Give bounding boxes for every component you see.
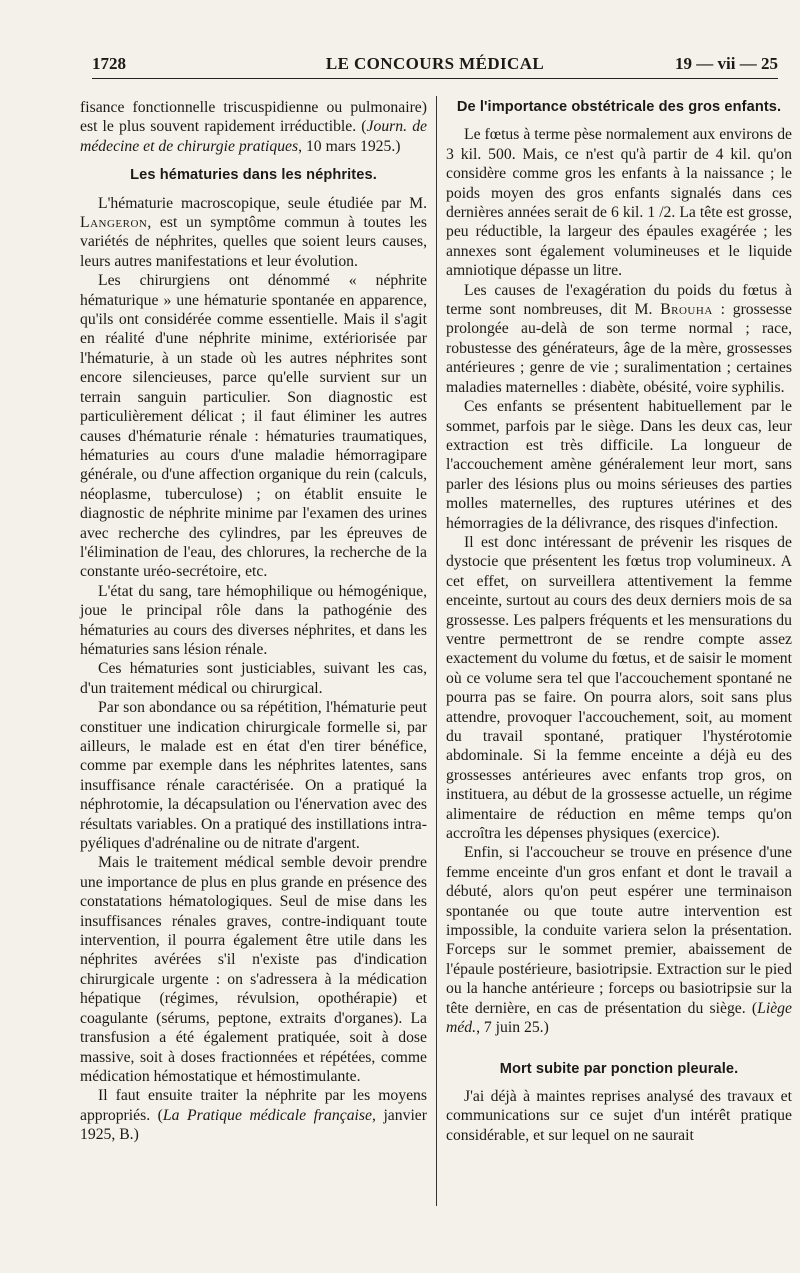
paragraph-tricuspid-end: fisance fonctionnelle triscuspidienne ou pulmonaire) est le plus souvent rapidement irréductible. (Journ. de médecine et de chirurgie pratiques, 10 mars 1925.) bbox=[80, 99, 427, 155]
paragraph: L'état du sang, tare hémophilique ou hémogénique, joue le principal rôle dans la pathogénie des hématuries au cours des diverses néphrites, et dans les hématuries sans lésion rénale. bbox=[80, 582, 427, 658]
section-heading-mort-subite: Mort subite par ponction pleurale. bbox=[499, 1060, 739, 1077]
citation: La Pratique médicale française bbox=[162, 1106, 372, 1124]
paragraph: Les chirurgiens ont dénommé « néphrite hématurique » une hématurie spontanée en apparence, qu'ils ont considérée comme essentielle. Mais il s'agit en réalité d'une néphrite minime, extériorisée par l'hématurie, à un stade où les autres néphrites sont encore silencieuses, parce qu'elle survient sur un terrain sanguin particulier. Son diagnostic est particulièrement délicat ; il faut éliminer les autres causes d'hématurie rénale : hématuries traumatiques, hématuries au cours d'une maladie hémorragipare générale, ou d'une affection organique du rein (calculs, néoplasme, tuberculose) ; on établit ensuite le diagnostic de néphrite minime par l'examen des urines avec recherche des cylindres, par les épreuves de l'élimination de l'eau, des chlorures, la recherche de la constante uréo-secrétoire, etc. bbox=[80, 272, 427, 581]
section-heading-gros-enfants: De l'importance obstétricale des gros enfants. bbox=[456, 99, 782, 115]
journal-title: LE CONCOURS MÉDICAL bbox=[325, 54, 545, 73]
column-divider bbox=[436, 96, 437, 1206]
page-header bbox=[92, 52, 778, 79]
citation: Liège méd. bbox=[446, 999, 792, 1037]
paragraph: Ces enfants se présentent habituellement par le sommet, parfois par le siège. Dans les deux cas, leur extraction est très difficile. La longueur de l'accouchement amène généralement leur mort, sans parler des lésions plus ou moins sérieuses des parties molles maternelles, des ruptures utérines et des hémorragies de la délivrance, des risques d'infection. bbox=[446, 398, 792, 532]
left-column bbox=[80, 98, 427, 1145]
paragraph: Il est donc intéressant de prévenir les risques de dystocie que présentent les fœtus trop volumineux. A cet effet, on surveillera attentivement la femme enceinte, surtout au cours des deux derniers mois de sa grossesse. Les palpers fréquents et les mensurations du ventre permettront de se rendre compte assez exactement du volume du fœtus, et de saisir le moment où ce volume sera tel que l'accouchement spontané ne pourra pas se faire. On pourra alors, soit sans plus attendre, provoquer l'accouchement, soit, au moment du travail spontané, pratiquer l'hystérotomie abdominale. Si la femme enceinte a déjà eu des grossesses antérieures avec enfants trop gros, on instituera, au début de la grossesse actuelle, un régime alimentaire de réduction en même temps qu'on accroîtra les dépenses physiques (exercice). bbox=[446, 533, 792, 843]
paragraph: Enfin, si l'accoucheur se trouve en présence d'une femme enceinte d'un gros enfant et dont le travail a débuté, alors qu'on peut espérer une terminaison spontanée ou que toute autre intervention est impossible, la conduite variera selon la présentation. Forceps sur le sommet premier, abaissement de l'épaule postérieure, basiotripsie. Extraction sur le pied ou la hanche antérieure ; forceps ou basiotripsie sur la tête dernière, en cas de présentation du siège. (Liège méd., 7 juin 25.) bbox=[446, 844, 792, 1037]
section-heading-hematuries: Les hématuries dans les néphrites. bbox=[130, 167, 377, 184]
paragraph: Ces hématuries sont justiciables, suivant les cas, d'un traitement médical ou chirurgical. bbox=[80, 660, 427, 697]
issue-date: 19 — vii — 25 bbox=[675, 54, 778, 73]
paragraph: Les causes de l'exagération du poids du fœtus à terme sont nombreuses, dit M. Brouha : grossesse prolongée au-delà de son terme normal ; race, robustesse des générateurs, âge de la mère, grossesses antérieures ; genre de vie ; suralimentation ; certaines maladies maternelles : diabète, obésité, voire syphilis. bbox=[446, 281, 792, 396]
page-number: 1728 bbox=[92, 54, 126, 73]
author-name: Langeron bbox=[80, 214, 148, 232]
paragraph: J'ai déjà à maintes reprises analysé des travaux et communications sur ce sujet d'un intérêt pratique considérable, et sur lequel on ne saurait bbox=[446, 1087, 792, 1144]
author-name: Brouha bbox=[660, 301, 713, 319]
right-column bbox=[446, 98, 792, 1145]
citation: Journ. de médecine et de chirurgie pratiques bbox=[80, 118, 427, 155]
paragraph: Par son abondance ou sa répétition, l'hématurie peut constituer une indication chirurgicale formelle si, par ailleurs, le malade est en état d'en tirer bénéfice, comme par exemple dans les néphrites latentes, sans insuffisance rénale caractérisée. On a pratiqué la néphrotomie, la décapsulation ou l'énervation avec des résultats variables. On a pratiqué des instillations intra-pyéliques d'adrénaline ou de nitrate d'argent. bbox=[80, 699, 427, 853]
paragraph: Il faut ensuite traiter la néphrite par les moyens appropriés. (La Pratique médicale française, janvier 1925, B.) bbox=[80, 1087, 427, 1144]
paragraph: L'hématurie macroscopique, seule étudiée par M. Langeron, est un symptôme commun à toutes les variétés de néphrites, quelles que soient leurs causes, leurs autres manifestations et leur évolution. bbox=[80, 194, 427, 270]
paragraph: Mais le traitement médical semble devoir prendre une importance de plus en plus grande en présence des constatations hématologiques. Seul de mise dans les insuffisances rénales graves, contre-indiquant toute intervention, il pourra également être utile dans les néphrites avérées s'il n'existe pas d'indication chirurgicale urgente : on s'adressera à la médication hépatique (régimes, révulsion, opothérapie) et coagulante (sérums, peptone, extraits d'organes). La transfusion a été également pratiquée, soit à dose massive, soit à doses fractionnées et répétées, comme médication hémostatique et hémostimulante. bbox=[80, 854, 427, 1085]
paragraph: Le fœtus à terme pèse normalement aux environs de 3 kil. 500. Mais, ce n'est qu'à partir de 4 kil. qu'on considère comme gros les enfants à la naissance ; le poids moyen des gros enfants signalés dans ces dernières années serait de 6 kil. 1 /2. La tête est grosse, peu réductible, la largeur des épaules exagérée ; les annexes sont également volumineuses et le liquide amniotique dépasse un litre. bbox=[446, 126, 792, 280]
